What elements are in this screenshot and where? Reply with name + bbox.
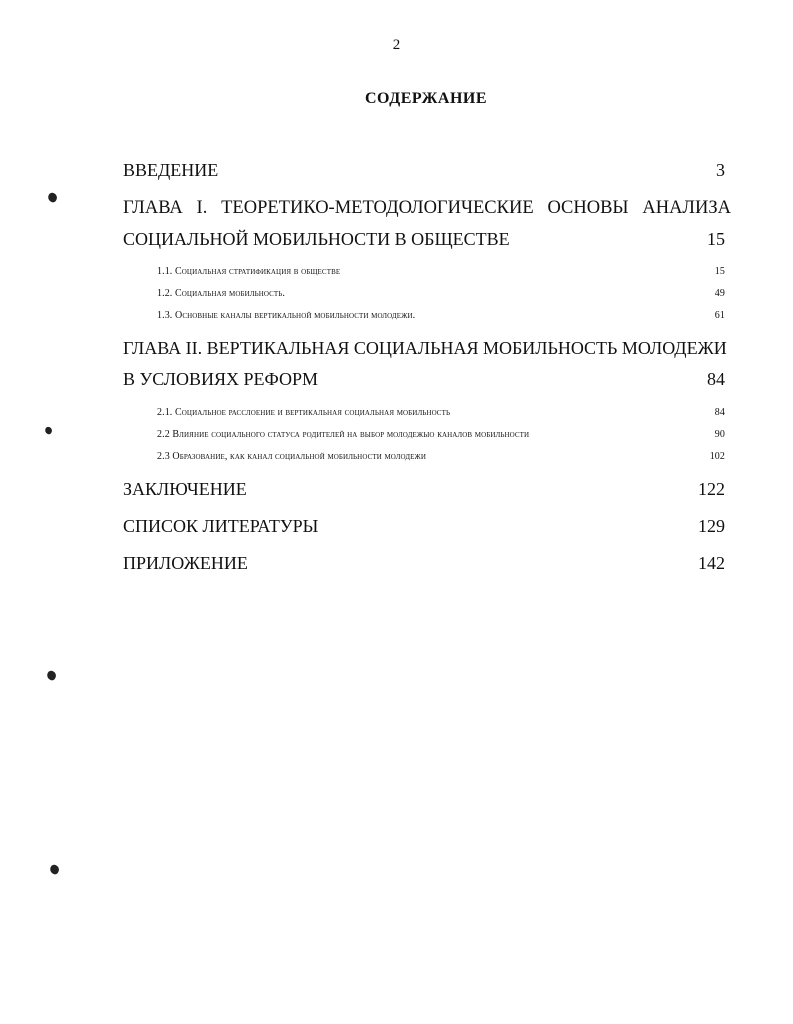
toc-entry-page: 3 bbox=[716, 160, 725, 180]
toc-section-label: 1.2. Социальная мобильность. bbox=[157, 288, 286, 299]
scan-speck bbox=[47, 192, 59, 204]
toc-section-page: 84 bbox=[714, 407, 725, 418]
toc-entry-label: ЗАКЛЮЧЕНИЕ bbox=[123, 479, 247, 499]
toc-chapter2-title: ГЛАВА II. ВЕРТИКАЛЬНАЯ СОЦИАЛЬНАЯ МОБИЛЬНОСТЬ МОЛОДЕЖИ bbox=[123, 338, 727, 358]
toc-chapter2-page: 84 bbox=[707, 369, 725, 389]
toc-chapter1-word: I. bbox=[196, 198, 208, 218]
toc-entry-appendix bbox=[123, 553, 725, 574]
toc-section-page: 102 bbox=[709, 451, 725, 462]
toc-entry-label: ПРИЛОЖЕНИЕ bbox=[123, 553, 248, 573]
toc-chapter1-page: 15 bbox=[707, 229, 725, 249]
toc-section-2-2 bbox=[157, 429, 725, 440]
toc-section-2-1 bbox=[157, 407, 725, 418]
page-title: СОДЕРЖАНИЕ bbox=[364, 90, 488, 107]
toc-entry-conclusion bbox=[123, 479, 725, 500]
toc-section-1-1 bbox=[157, 266, 725, 277]
toc-section-page: 15 bbox=[714, 266, 725, 277]
scan-speck bbox=[46, 670, 58, 682]
toc-section-1-3 bbox=[157, 310, 725, 321]
toc-section-page: 90 bbox=[714, 429, 725, 440]
toc-section-label: 2.1. Социальное расслоение и вертикальная социальная мобильность bbox=[157, 407, 451, 418]
toc-chapter1-word: АНАЛИЗА bbox=[642, 198, 731, 218]
page-number: 2 bbox=[392, 37, 401, 53]
toc-chapter1-word: ГЛАВА bbox=[123, 198, 183, 218]
toc-section-label: 2.2 Влияние социального статуса родителей на выбор молодежыо каналов мобильности bbox=[157, 429, 530, 440]
toc-section-page: 61 bbox=[714, 310, 725, 321]
toc-entry-page: 122 bbox=[698, 479, 725, 499]
toc-chapter1-line2 bbox=[123, 229, 725, 250]
toc-entry-bibliography bbox=[123, 516, 725, 537]
toc-entry-page: 142 bbox=[698, 553, 725, 573]
toc-chapter1-word: ТЕОРЕТИКО-МЕТОДОЛОГИЧЕСКИЕ bbox=[221, 198, 534, 218]
toc-section-label: 1.3. Основные каналы вертикальной мобильности молодежи. bbox=[157, 310, 416, 321]
toc-entry-page: 129 bbox=[698, 516, 725, 536]
toc-chapter1-line1 bbox=[123, 198, 731, 219]
toc-chapter1-word: ОСНОВЫ bbox=[547, 198, 629, 218]
toc-section-2-3 bbox=[157, 451, 725, 462]
toc-entry-label: СПИСОК ЛИТЕРАТУРЫ bbox=[123, 516, 319, 536]
toc-chapter2-line1 bbox=[123, 338, 731, 359]
toc-section-1-2 bbox=[157, 288, 725, 299]
scan-speck bbox=[49, 864, 61, 876]
scan-speck bbox=[44, 426, 53, 435]
toc-entry-intro bbox=[123, 160, 725, 181]
toc-section-page: 49 bbox=[714, 288, 725, 299]
toc-section-label: 2.3 Образование, как канал социальной мобильности молодежи bbox=[157, 451, 427, 462]
toc-chapter1-title: СОЦИАЛЬНОЙ МОБИЛЬНОСТИ В ОБЩЕСТВЕ bbox=[123, 229, 510, 249]
toc-chapter2-title-cont: В УСЛОВИЯХ РЕФОРМ bbox=[123, 369, 318, 389]
toc-entry-label: ВВЕДЕНИЕ bbox=[123, 160, 219, 180]
toc-chapter2-line2 bbox=[123, 369, 725, 390]
toc-section-label: 1.1. Социальная стратификация в обществе bbox=[157, 266, 341, 277]
